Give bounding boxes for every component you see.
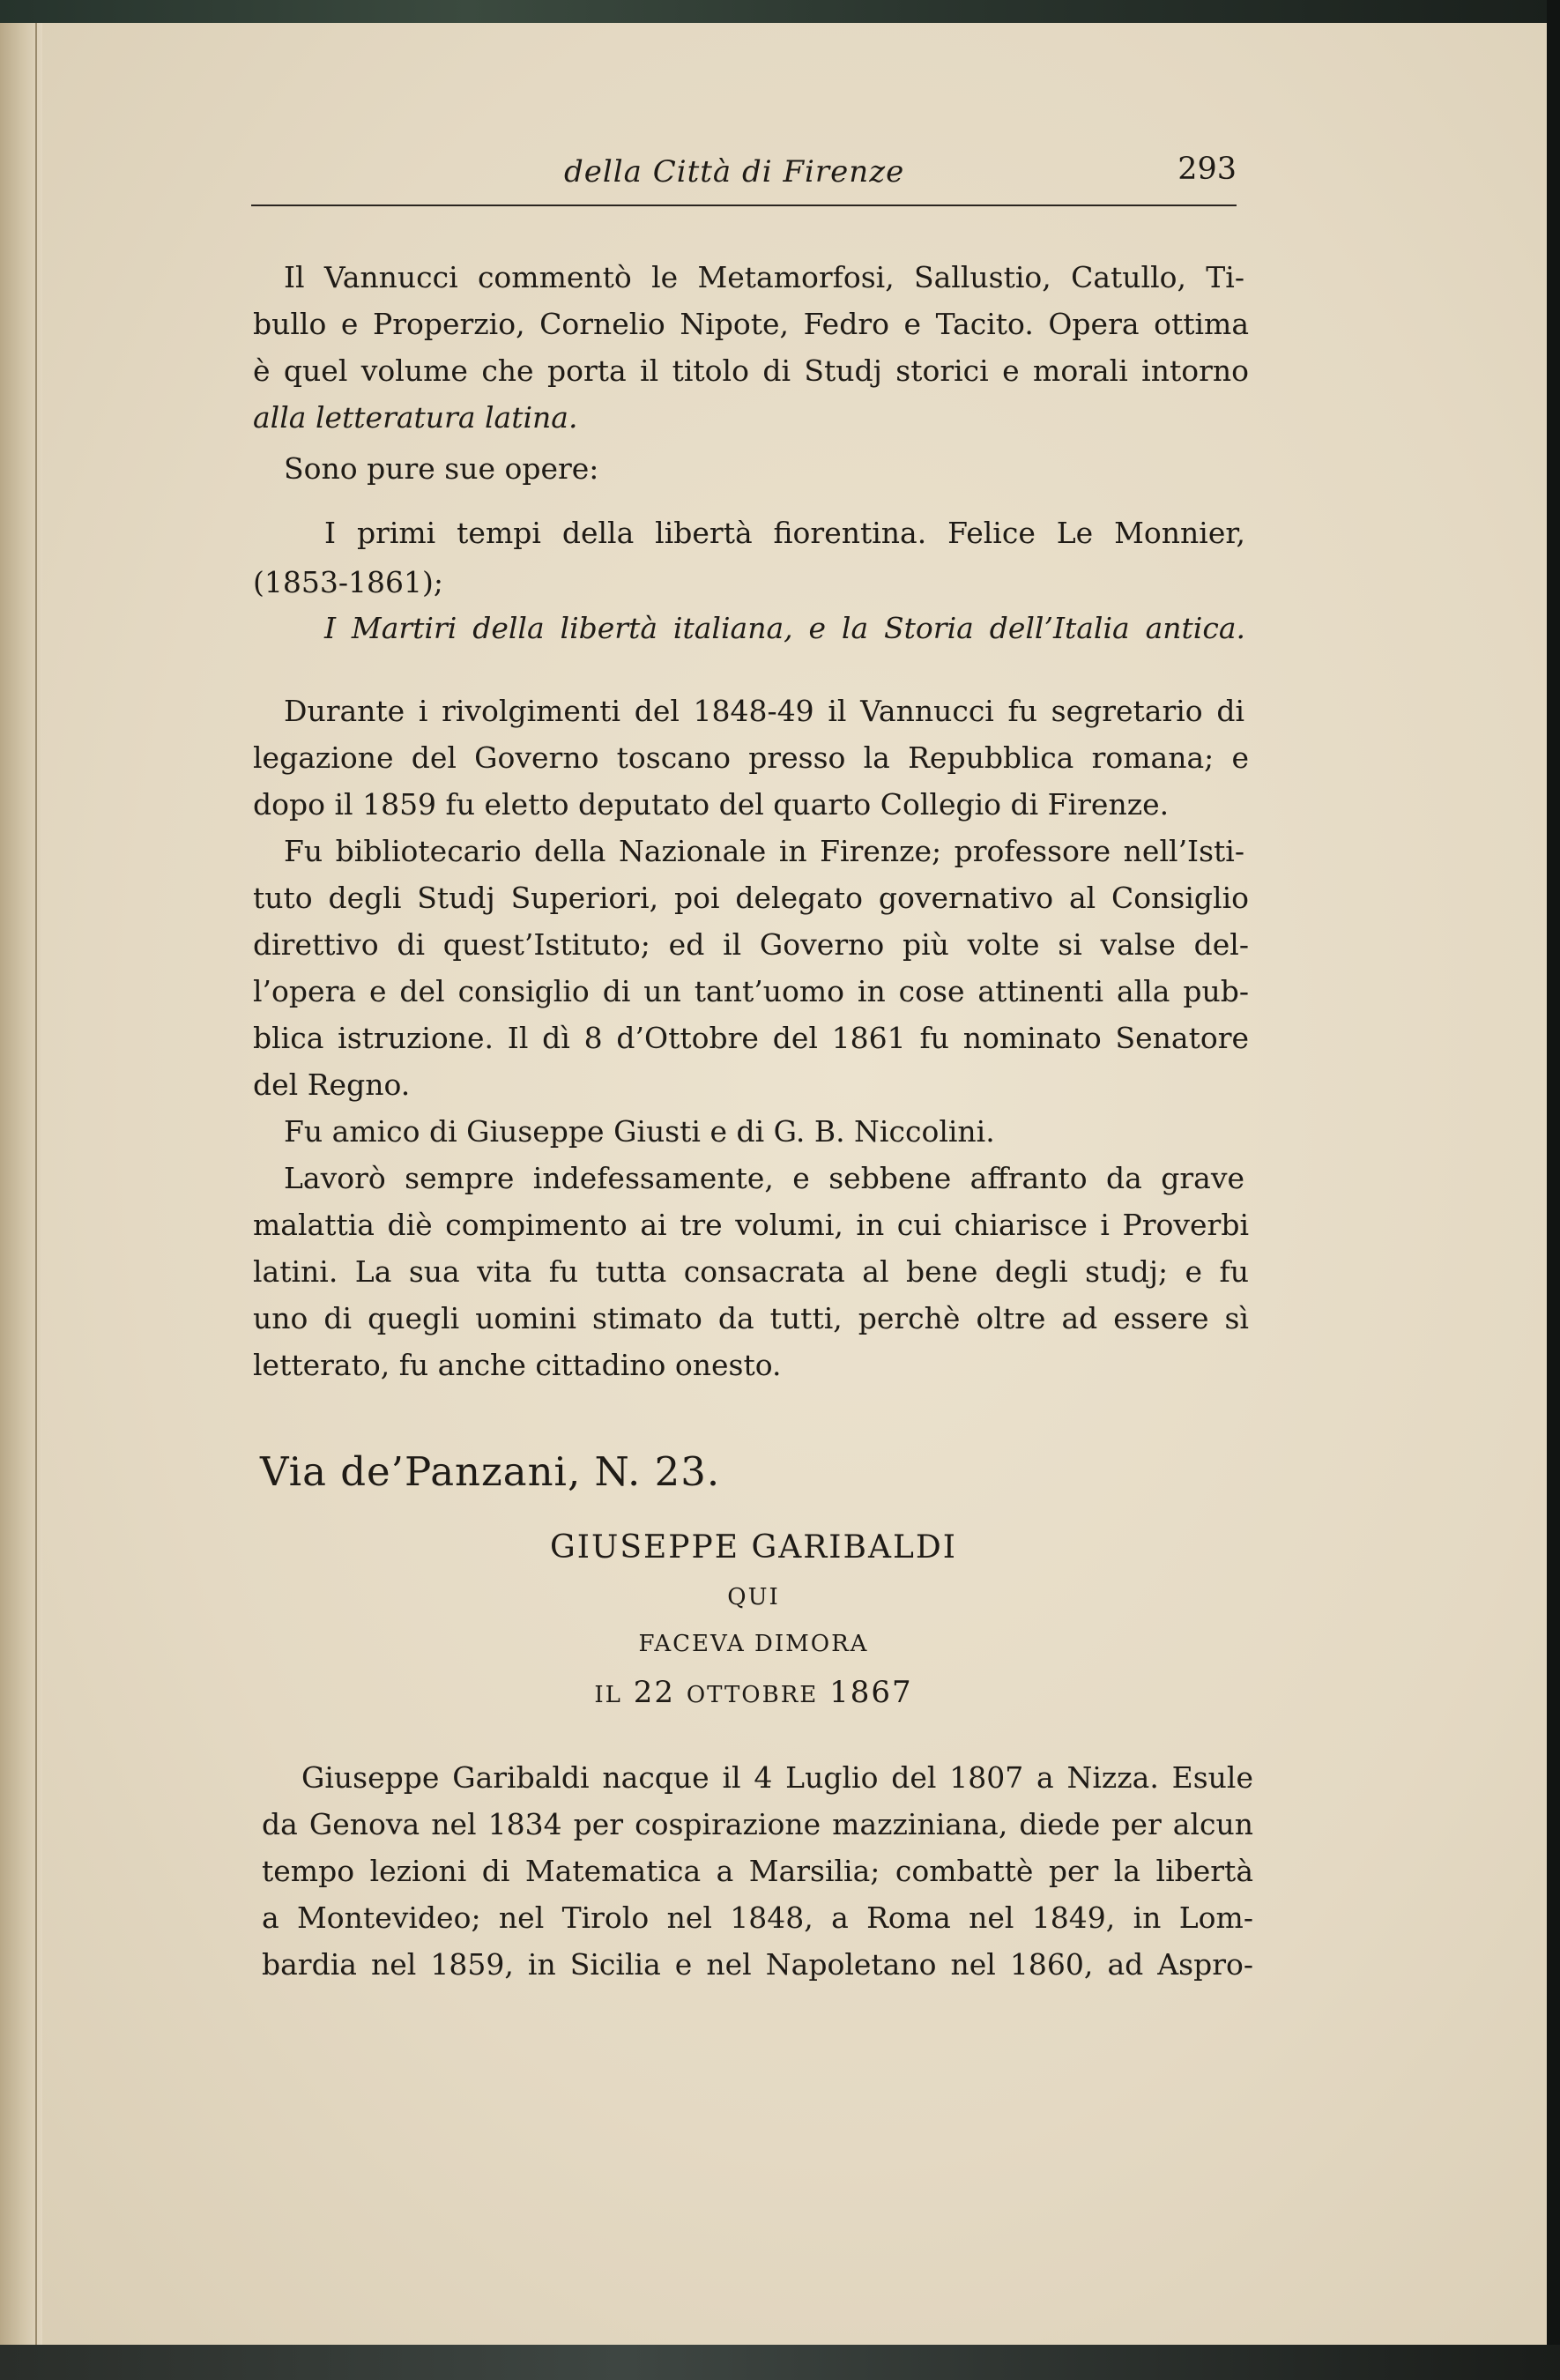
works-intro: Sono pure sue opere: [284, 451, 599, 486]
paragraph5-line4: uno di quegli uomini stimato da tutti, perchè oltre ad essere sì [253, 1301, 1249, 1335]
paragraph2-line3: dopo il 1859 fu eletto deputato del quarto Collegio di Firenze. [253, 787, 1170, 822]
works-line2: (1853-1861); [253, 565, 443, 599]
inscription-line4 [256, 1675, 1252, 1710]
paragraph3-line2: tuto degli Studj Superiori, poi delegato governativo al Consiglio [253, 881, 1249, 915]
inscription-prefix: IL [594, 1682, 622, 1708]
book-cover-bottom-edge [0, 2345, 1560, 2380]
paragraph4: Fu amico di Giuseppe Giusti e di G. B. Niccolini. [284, 1114, 995, 1149]
paragraph3-line3: direttivo di quest’Istituto; ed il Governo più volte si valse del- [253, 927, 1249, 962]
paragraph6-line2: da Genova nel 1834 per cospirazione mazziniana, diede per alcun [262, 1807, 1253, 1841]
paragraph3-line1: Fu bibliotecario della Nazionale in Firenze; professore nell’Isti- [284, 834, 1244, 868]
book-right-edge [1547, 0, 1560, 2380]
paragraph2-line2: legazione del Governo toscano presso la Repubblica romana; e [253, 740, 1249, 775]
inscription-year: 1867 [829, 1675, 913, 1710]
gutter-fold-line [35, 23, 37, 2350]
works-line1: I primi tempi della libertà fiorentina. Felice Le Monnier, [324, 516, 1245, 550]
inscription-line3: FACEVA DIMORA [638, 1631, 869, 1657]
paragraph1-line3: è quel volume che porta il titolo di Studj storici e morali intorno [253, 353, 1249, 388]
paragraph3-line5: blica istruzione. Il dì 8 d’Ottobre del 1861 fu nominato Senatore [253, 1021, 1249, 1055]
inscription-day: 22 [633, 1675, 675, 1710]
works-line3: I Martiri della libertà italiana, e la Storia dell’Italia antica. [324, 611, 1245, 645]
paragraph5-line2: malattia diè compimento ai tre volumi, in cui chiarisce i Proverbi [253, 1208, 1249, 1242]
page-number: 293 [1177, 152, 1237, 187]
paragraph6-line1: Giuseppe Garibaldi nacque il 4 Luglio del 1807 a Nizza. Esule [301, 1760, 1253, 1795]
page-header [251, 132, 1237, 207]
paragraph1-line1: Il Vannucci commentò le Metamorfosi, Sallustio, Catullo, Ti- [284, 260, 1244, 294]
inscription-line1: GIUSEPPE GARIBALDI [550, 1529, 957, 1566]
inscription-line2: QUI [727, 1584, 780, 1610]
running-title: della Città di Firenze [564, 154, 905, 190]
paragraph6-line4: a Montevideo; nel Tirolo nel 1848, a Roma nel 1849, in Lom- [262, 1900, 1253, 1935]
paragraph2-line1: Durante i rivolgimenti del 1848-49 il Vannucci fu segretario di [284, 694, 1244, 728]
paragraph6-line3: tempo lezioni di Matematica a Marsilia; combattè per la libertà [262, 1854, 1253, 1888]
inscription-month: OTTOBRE [686, 1682, 819, 1708]
paragraph1-line4: alla letteratura latina. [253, 400, 578, 435]
paragraph3-line6: del Regno. [253, 1067, 411, 1102]
paragraph5-line1: Lavorò sempre indefessamente, e sebbene affranto da grave [284, 1161, 1244, 1195]
paragraph6-line5: bardia nel 1859, in Sicilia e nel Napoletano nel 1860, ad Aspro- [262, 1947, 1253, 1982]
paragraph1-line2: bullo e Properzio, Cornelio Nipote, Fedro e Tacito. Opera ottima [253, 307, 1249, 341]
section-heading: Via de’Panzani, N. 23. [260, 1448, 721, 1495]
paragraph3-line4: l’opera e del consiglio di un tant’uomo in cose attinenti alla pub- [253, 974, 1249, 1008]
paragraph5-line5: letterato, fu anche cittadino onesto. [253, 1348, 782, 1382]
paragraph5-line3: latini. La sua vita fu tutta consacrata al bene degli studj; e fu [253, 1254, 1249, 1289]
header-rule [251, 205, 1237, 206]
